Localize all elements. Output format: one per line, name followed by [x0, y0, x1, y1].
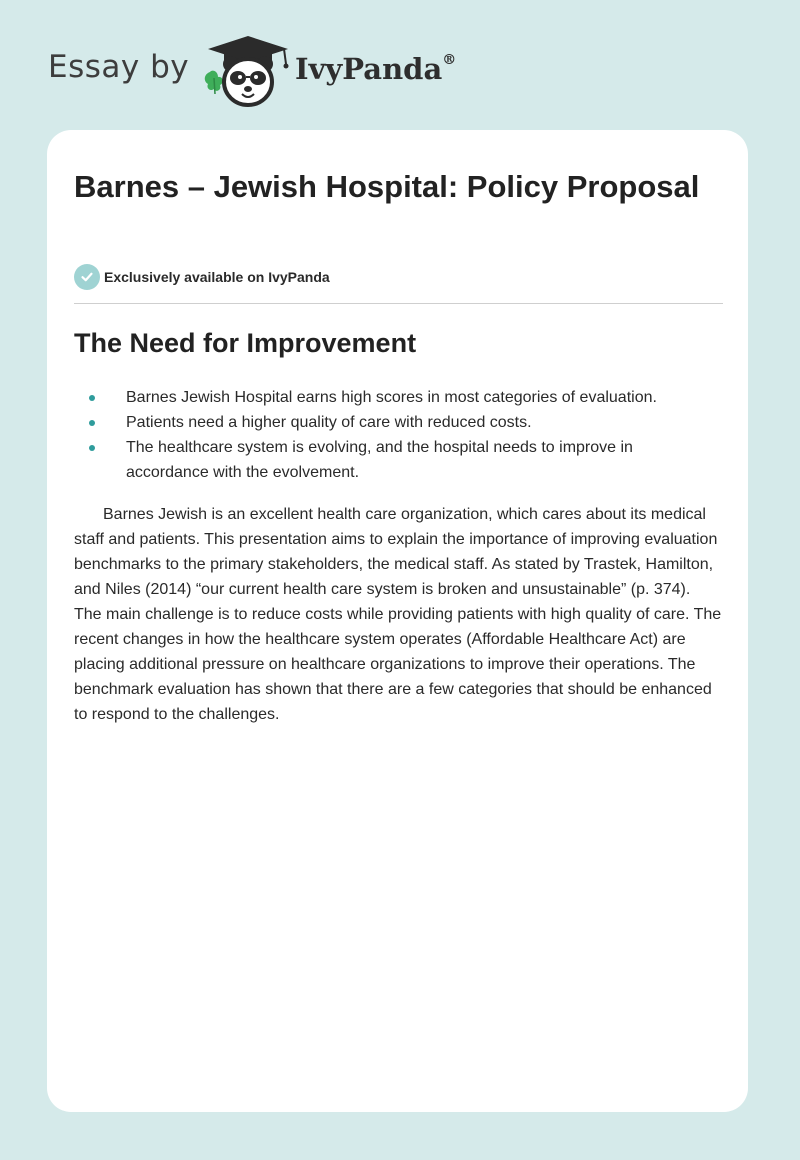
- essay-by-label: Essay by: [48, 49, 190, 85]
- list-item-text: Barnes Jewish Hospital earns high scores in most categories of evaluation.: [126, 389, 657, 406]
- brand-name-text: IvyPanda: [295, 52, 443, 86]
- list-item: [74, 435, 714, 485]
- divider: [74, 303, 723, 304]
- list-item: [74, 385, 714, 410]
- body-paragraph: Barnes Jewish is an excellent health care organization, which cares about its medical staff and patients. This presentation aims to explain the importance of improving evaluation benchmarks to the primary stakeholders, the medical staff. As stated by Trastek, Hamilton, and Niles (2014) “our current health care system is broken and unsustainable” (p. 374). The main challenge is to reduce costs while providing patients with high quality of care. The recent changes in how the healthcare system operates (Affordable Healthcare Act) are placing additional pressure on healthcare organizations to improve their operations. The benchmark evaluation has shown that there are a few categories that should be enhanced to respond to the challenges.: [74, 506, 722, 723]
- site-header: [0, 0, 800, 120]
- exclusive-badge: [74, 264, 330, 290]
- document-title: Barnes – Jewish Hospital: Policy Proposal: [74, 169, 700, 204]
- document-card: [47, 130, 748, 1112]
- bullet-dot-icon: [89, 420, 95, 426]
- list-item: [74, 410, 714, 435]
- bullet-dot-icon: [89, 395, 95, 401]
- section-heading: The Need for Improvement: [74, 328, 417, 358]
- list-item-text: The healthcare system is evolving, and the hospital needs to improve in accordance with the evolvement.: [126, 439, 633, 481]
- checkmark-icon: [74, 264, 100, 290]
- registered-mark: ®: [442, 52, 457, 69]
- brand-name[interactable]: [295, 52, 456, 86]
- bullet-dot-icon: [89, 445, 95, 451]
- bullet-list: [74, 385, 714, 485]
- list-item-text: Patients need a higher quality of care with reduced costs.: [126, 414, 532, 431]
- badge-text: Exclusively available on IvyPanda: [104, 269, 330, 285]
- panda-graduate-logo-icon[interactable]: [200, 34, 296, 110]
